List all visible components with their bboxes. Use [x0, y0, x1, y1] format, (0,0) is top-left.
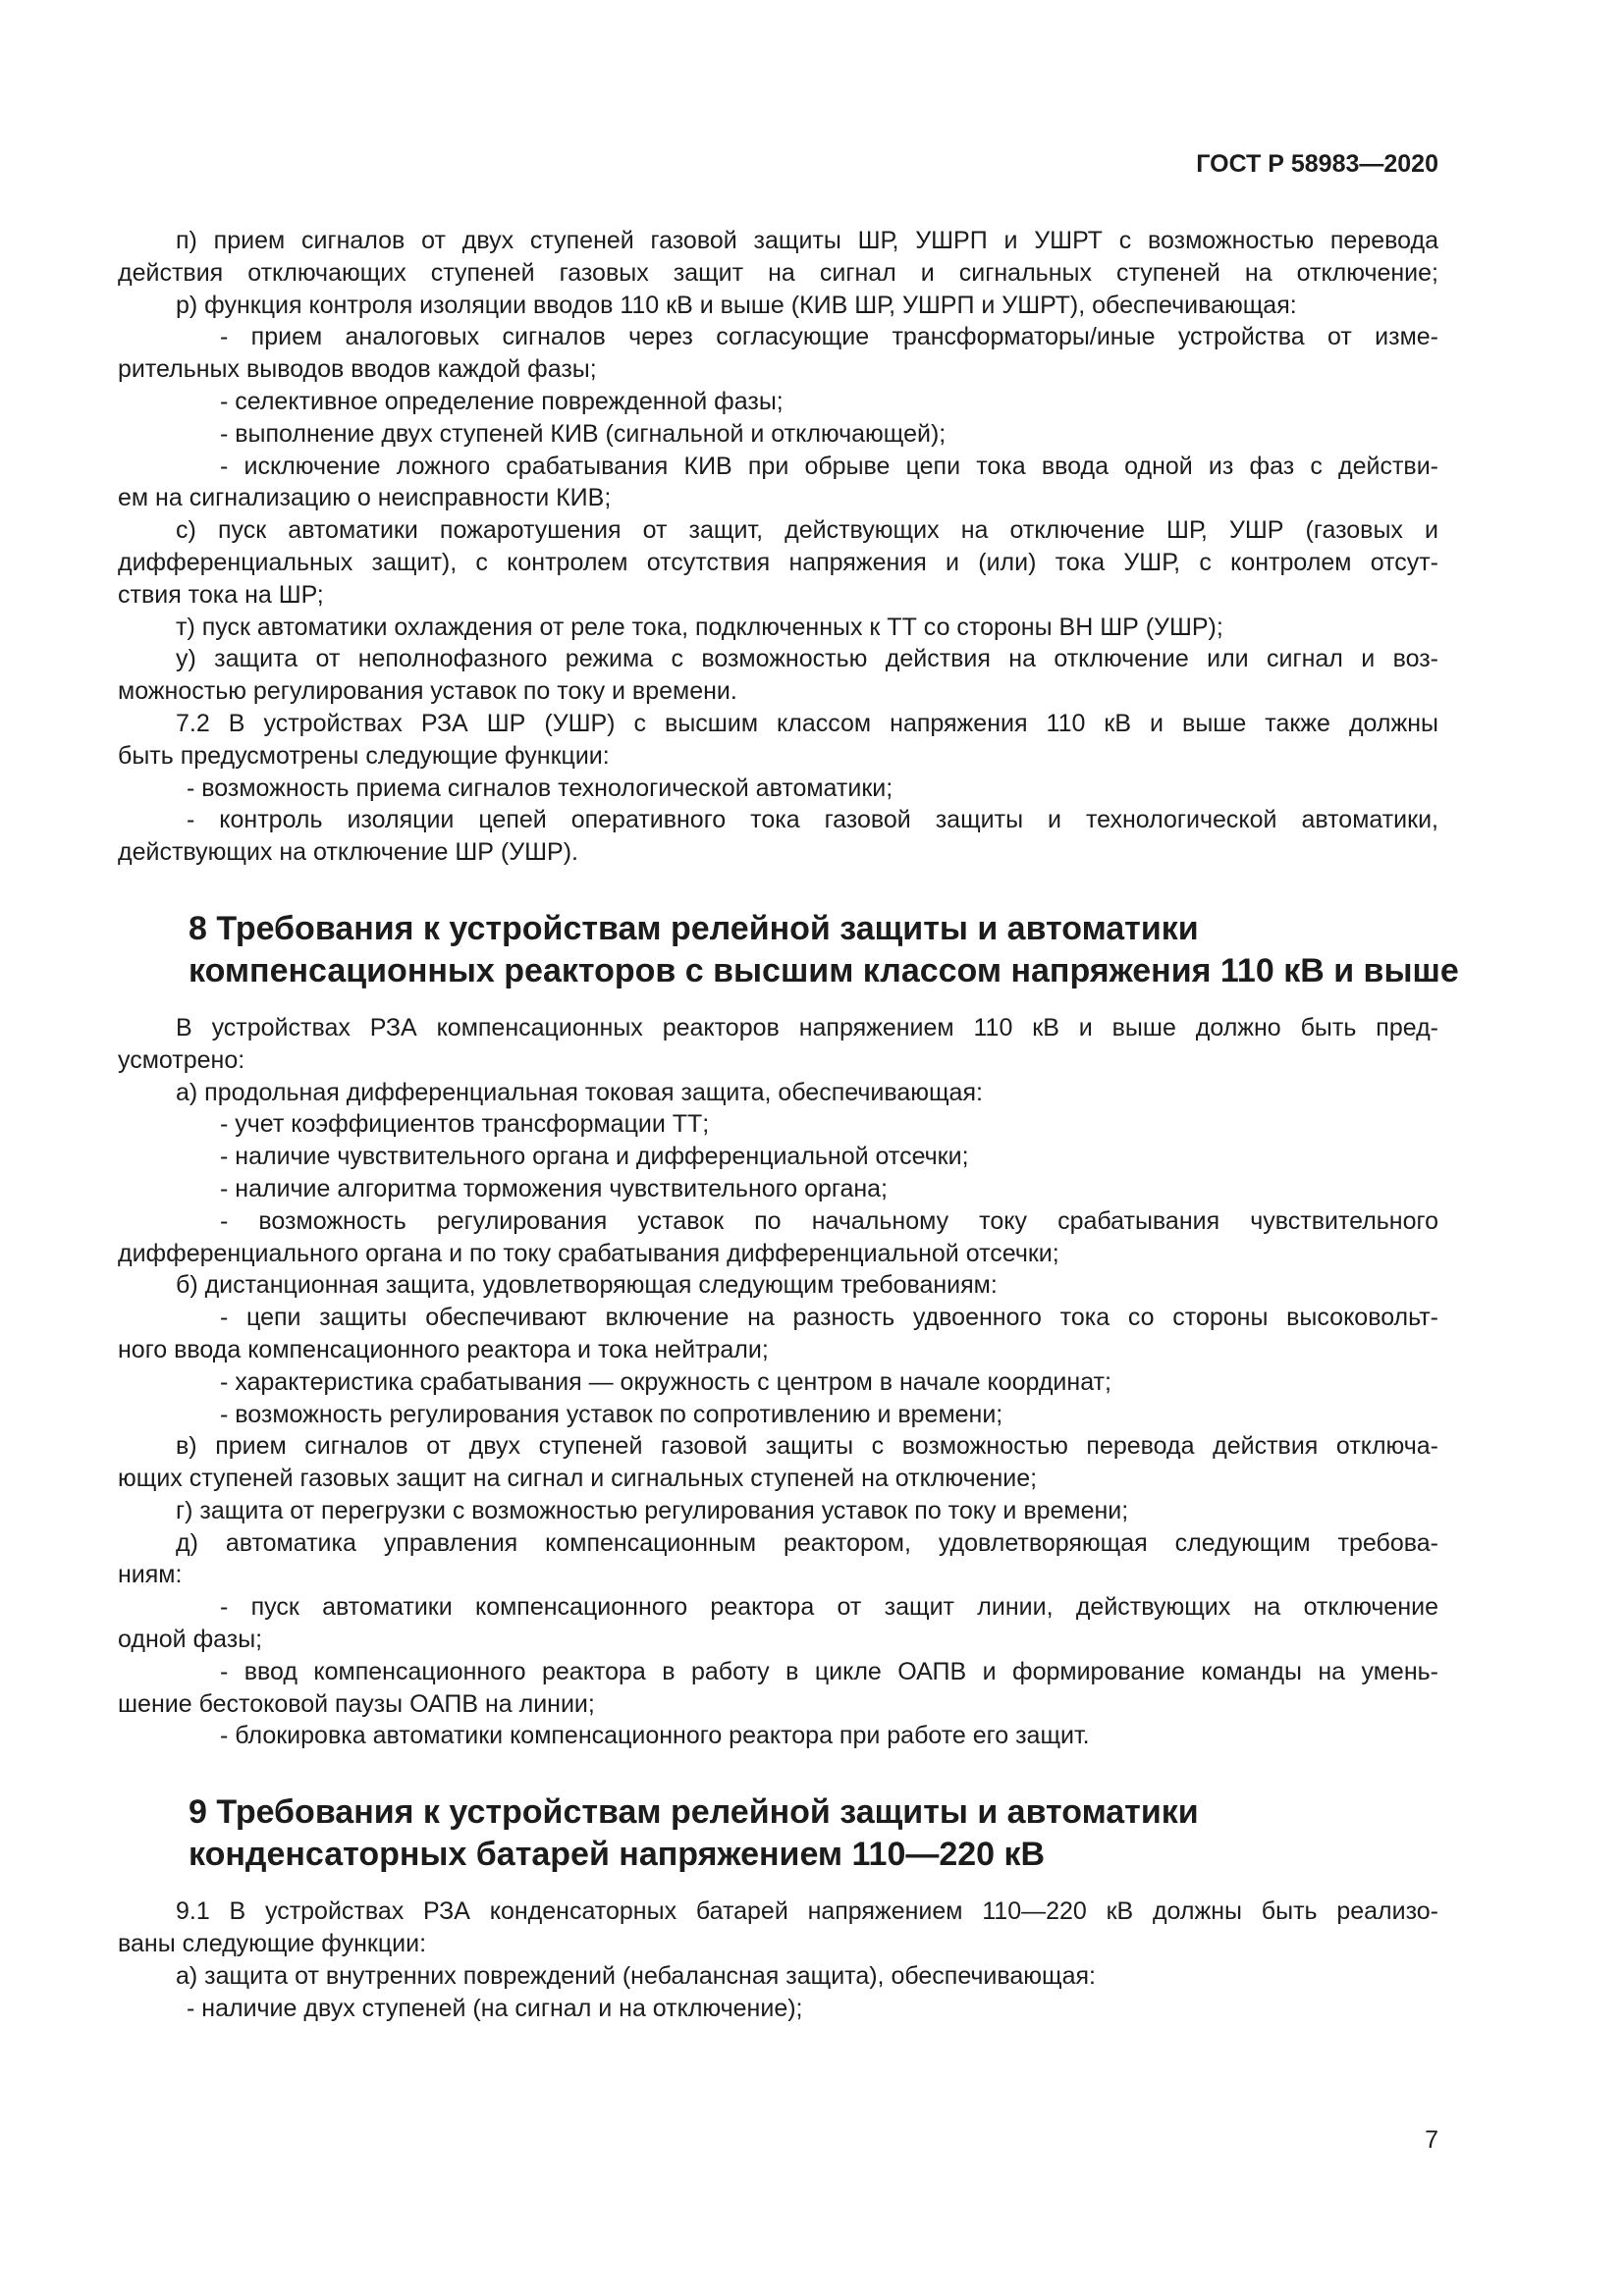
subitem-dash: - исключение ложного срабатывания КИВ при обрыве цепи тока ввода одной из фаз с действи-	[220, 452, 1438, 480]
subitem-dash: - выполнение двух ступеней КИВ (сигнальной и отключающей);	[220, 419, 947, 448]
subitem-dash: - селективное определение поврежденной фазы;	[220, 387, 784, 415]
item-s-cont: дифференциальных защит), с контролем отсутствия напряжения и (или) тока УШР, с контролем отсут-	[118, 548, 1438, 576]
spacer	[118, 1752, 1438, 1791]
item-v: в) прием сигналов от двух ступеней газовой защиты с возможностью перевода действия отключа-	[176, 1432, 1438, 1461]
subitem-dash: - прием аналоговых сигналов через согласующие трансформаторы/иные устройства от изме-	[220, 323, 1438, 351]
clause-7-2: 7.2 В устройствах РЗА ШР (УШР) с высшим классом напряжения 110 кВ и выше также должны	[176, 709, 1438, 737]
page-number: 7	[1425, 2126, 1438, 2154]
subitem-dash-cont: одной фазы;	[118, 1626, 263, 1654]
item-t: т) пуск автоматики охлаждения от реле тока, подключенных к ТТ со стороны ВН ШР (УШР);	[176, 613, 1223, 641]
subitem-dash: - наличие чувствительного органа и дифференциальной отсечки;	[220, 1143, 969, 1171]
item-u-cont: можностью регулирования уставок по току и времени.	[118, 677, 737, 706]
subitem-dash: - наличие алгоритма торможения чувствительного органа;	[220, 1174, 889, 1202]
item-d-cont: ниям:	[118, 1561, 183, 1589]
clause-9-1: 9.1 В устройствах РЗА конденсаторных батарей напряжением 110—220 кВ должны быть реализо-	[176, 1897, 1438, 1926]
document-body	[118, 225, 1459, 2024]
subitem-dash-cont: ного ввода компенсационного реактора и тока нейтрали;	[118, 1335, 769, 1363]
subitem-dash: - блокировка автоматики компенсационного реактора при работе его защит.	[220, 1722, 1090, 1750]
subitem-dash: - ввод компенсационного реактора в работу в цикле ОАПВ и формирование команды на умень-	[220, 1657, 1438, 1685]
item-r: р) функция контроля изоляции вводов 110 кВ и выше (КИВ ШР, УШРП и УШРТ), обеспечивающая:	[176, 291, 1297, 319]
subitem-dash: - контроль изоляции цепей оперативного тока газовой защиты и технологической автоматики,	[187, 806, 1438, 834]
spacer	[118, 869, 1438, 908]
item-g: г) защита от перегрузки с возможностью регулирования уставок по току и времени;	[176, 1496, 1129, 1524]
item-s: с) пуск автоматики пожаротушения от защит, действующих на отключение ШР, УШР (газовых и	[176, 516, 1438, 545]
subitem-dash: - характеристика срабатывания — окружность с центром в начале координат;	[220, 1367, 1111, 1396]
subitem-dash-cont: шение бестоковой паузы ОАПВ на линии;	[118, 1689, 595, 1718]
subitem-dash: - возможность регулирования уставок по сопротивлению и времени;	[220, 1400, 1003, 1428]
item-p: п) прием сигналов от двух ступеней газовой защиты ШР, УШРП и УШРТ с возможностью перевода	[176, 227, 1438, 254]
subitem-dash: - пуск автоматики компенсационного реактора от защит линии, действующих на отключение	[220, 1593, 1438, 1622]
subitem-dash-cont: действующих на отключение ШР (УШР).	[118, 838, 578, 867]
section-8-heading-cont: компенсационных реакторов с высшим классом напряжения 110 кВ и выше	[189, 951, 1459, 989]
subitem-dash: - учет коэффициентов трансформации ТТ;	[220, 1110, 710, 1139]
item-u: у) защита от неполнофазного режима с возможностью действия на отключение или сигнал и воз-	[176, 645, 1438, 673]
item-p-cont: действия отключающих ступеней газовых защит на сигнал и сигнальных ступеней на отключение;	[118, 258, 1438, 287]
item-b: б) дистанционная защита, удовлетворяющая следующим требованиям:	[176, 1271, 998, 1300]
item-s-cont: ствия тока на ШР;	[118, 580, 324, 609]
section-8-intro-cont: усмотрено:	[118, 1045, 245, 1074]
section-9-heading: 9 Требования к устройствам релейной защиты и автоматики	[189, 1793, 1199, 1832]
spacer	[118, 1876, 1438, 1896]
item-a: а) продольная дифференциальная токовая защита, обеспечивающая:	[176, 1078, 983, 1106]
subitem-dash-cont: рительных выводов вводов каждой фазы;	[118, 355, 597, 384]
section-9-heading-cont: конденсаторных батарей напряжением 110—220 кВ	[189, 1836, 1046, 1874]
item-d: д) автоматика управления компенсационным реактором, удовлетворяющая следующим требова-	[176, 1528, 1438, 1557]
clause-9-1-cont: ваны следующие функции:	[118, 1930, 427, 1958]
subitem-dash: - наличие двух ступеней (на сигнал и на отключение);	[187, 1994, 803, 2022]
section-8-heading: 8 Требования к устройствам релейной защиты и автоматики	[189, 909, 1199, 947]
document-number-header: ГОСТ Р 58983—2020	[1196, 150, 1438, 178]
subitem-dash: - возможность приема сигналов технологической автоматики;	[187, 774, 893, 802]
subitem-dash-cont: дифференциального органа и по току срабатывания дифференциальной отсечки;	[118, 1239, 1059, 1267]
spacer	[118, 992, 1438, 1012]
section-8-intro: В устройствах РЗА компенсационных реакторов напряжением 110 кВ и выше должно быть пред-	[176, 1013, 1438, 1041]
subitem-dash: - возможность регулирования уставок по начальному току срабатывания чувствительного	[220, 1206, 1438, 1235]
clause-7-2-cont: быть предусмотрены следующие функции:	[118, 741, 610, 770]
subitem-dash-cont: ем на сигнализацию о неисправности КИВ;	[118, 484, 612, 512]
item-v-cont: ющих ступеней газовых защит на сигнал и сигнальных ступеней на отключение;	[118, 1465, 1038, 1493]
subitem-dash: - цепи защиты обеспечивают включение на разность удвоенного тока со стороны высоковольт-	[220, 1304, 1438, 1332]
item-a: а) защита от внутренних повреждений (небалансная защита), обеспечивающая:	[176, 1961, 1096, 1990]
